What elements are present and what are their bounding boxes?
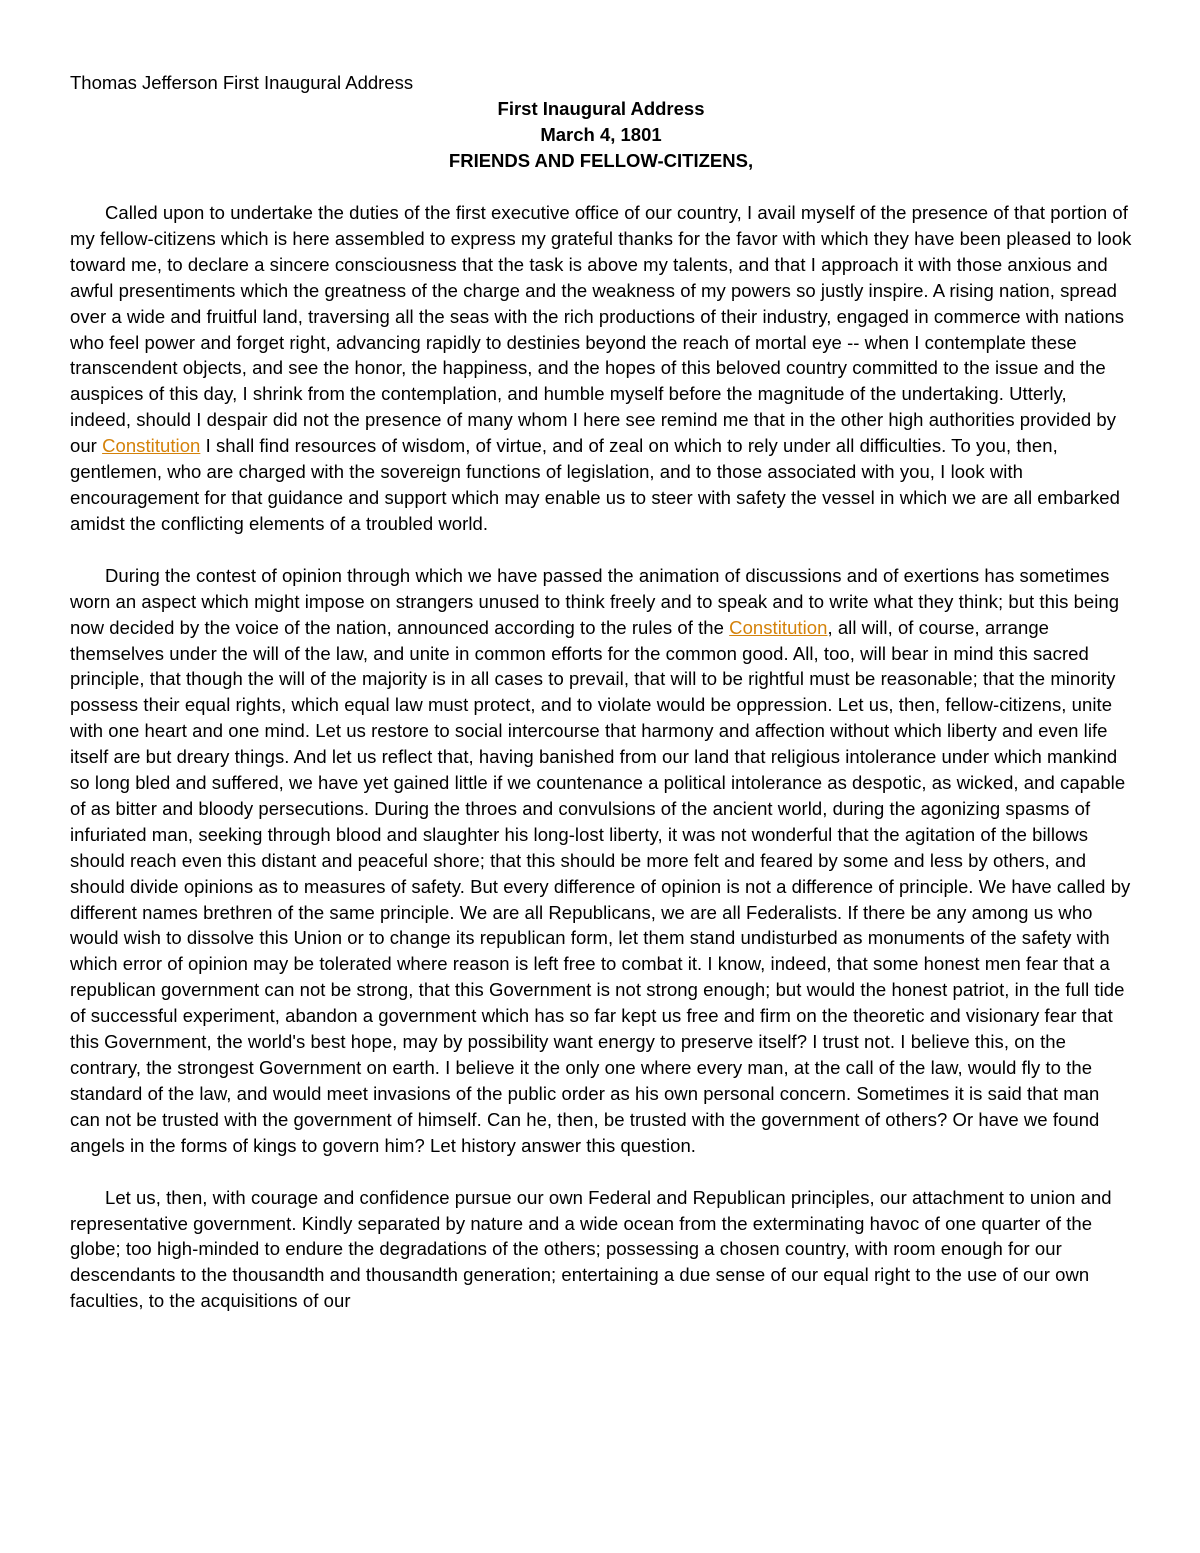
document-title: First Inaugural Address [497,98,705,119]
document-header: Thomas Jefferson First Inaugural Address [70,72,414,93]
paragraph-1 [70,200,1132,537]
paragraph-2-text-b: , all will, of course, arrange themselves under the will of the law, and unite in common efforts for the common good. All, too, will bear in mind this sacred principle, that though the will of the majority is in all cases to prevail, that will to be rightful must be reasonable; that the minority possess their equal rights, which equal law must protect, and to violate would be oppression. Let us, then, fellow-citizens, unite with one heart and one mind. Let us restore to social intercourse that harmony and affection without which liberty and even life itself are but dreary things. And let us reflect that, having banished from our land that religious intolerance under which mankind so long bled and suffered, we have yet gained little if we countenance a political intolerance as despotic, as wicked, and capable of as bitter and bloody persecutions. During the throes and convulsions of the ancient world, during the agonizing spasms of infuriated man, seeking through blood and slaughter his long-lost liberty, it was not wonderful that the agitation of the billows should reach even this distant and peaceful shore; that this should be more felt and feared by some and less by others, and should divide opinions as to measures of safety. But every difference of opinion is not a difference of principle. We have called by different names brethren of the same principle. We are all Republicans, we are all Federalists. If there be any among us who would wish to dissolve this Union or to change its republican form, let them stand undisturbed as monuments of the safety with which error of opinion may be tolerated where reason is left free to combat it. I know, indeed, that some honest men fear that a republican government can not be strong, that this Government is not strong enough; but would the honest patriot, in the full tide of successful experiment, abandon a government which has so far kept us free and firm on the theoretic and visionary fear that this Government, the world's best hope, may by possibility want energy to preserve itself? I trust not. I believe this, on the contrary, the strongest Government on earth. I believe it the only one where every man, at the call of the law, would fly to the standard of the law, and would meet invasions of the public order as his own personal concern. Sometimes it is said that man can not be trusted with the government of himself. Can he, then, be trusted with the government of others? Or have we found angels in the forms of kings to govern him? Let history answer this question. [70,616,1131,1156]
spacer [70,1159,1132,1185]
paragraph-2-text-a: During the contest of opinion through which we have passed the animation of discussions and of exertions has sometimes worn an aspect which might impose on strangers unused to think freely and to speak and to write what they think; but this being now decided by the voice of the nation, announced according to the rules of the [70,564,1120,638]
paragraph-3: Let us, then, with courage and confidence pursue our own Federal and Republican principles, our attachment to union and representative government. Kindly separated by nature and a wide ocean from the exterminating havoc of one quarter of the globe; too high-minded to endure the degradations of the others; possessing a chosen country, with room enough for our descendants to the thousandth and thousandth generation; entertaining a due sense of our equal right to the use of our own faculties, to the acquisitions of our [70,1186,1112,1312]
paragraph-2 [70,563,1132,1159]
spacer [70,537,1132,563]
document-date: March 4, 1801 [540,124,662,145]
constitution-link[interactable]: Constitution [729,616,828,638]
paragraph-1-text-a: Called upon to undertake the duties of the first executive office of our country, I avail myself of the presence of that portion of my fellow-citizens which is here assembled to express my grateful thanks for the favor with which they have been pleased to look toward me, to declare a sincere consciousness that the task is above my talents, and that I approach it with those anxious and awful presentiments which the greatness of the charge and the weakness of my powers so justly inspire. A rising nation, spread over a wide and fruitful land, traversing all the seas with the rich productions of their industry, engaged in commerce with nations who feel power and forget right, advancing rapidly to destinies beyond the reach of mortal eye -- when I contemplate these transcendent objects, and see the honor, the happiness, and the hopes of this beloved country committed to the issue and the auspices of this day, I shrink from the contemplation, and humble myself before the magnitude of the undertaking. Utterly, indeed, should I despair did not the presence of many whom I here see remind me that in the other high authorities provided by our [70,202,1132,457]
title-block [70,96,1132,174]
document-page [70,70,1132,1314]
constitution-link[interactable]: Constitution [102,435,201,457]
spacer [70,174,1132,200]
paragraph-1-text-b: I shall find resources of wisdom, of virtue, and of zeal on which to rely under all difficulties. To you, then, gentlemen, who are charged with the sovereign functions of legislation, and to those associated with you, I look with encouragement for that guidance and support which may enable us to steer with safety the vessel in which we are all embarked amidst the conflicting elements of a troubled world. [70,435,1120,534]
salutation: FRIENDS AND FELLOW-CITIZENS, [448,150,754,171]
